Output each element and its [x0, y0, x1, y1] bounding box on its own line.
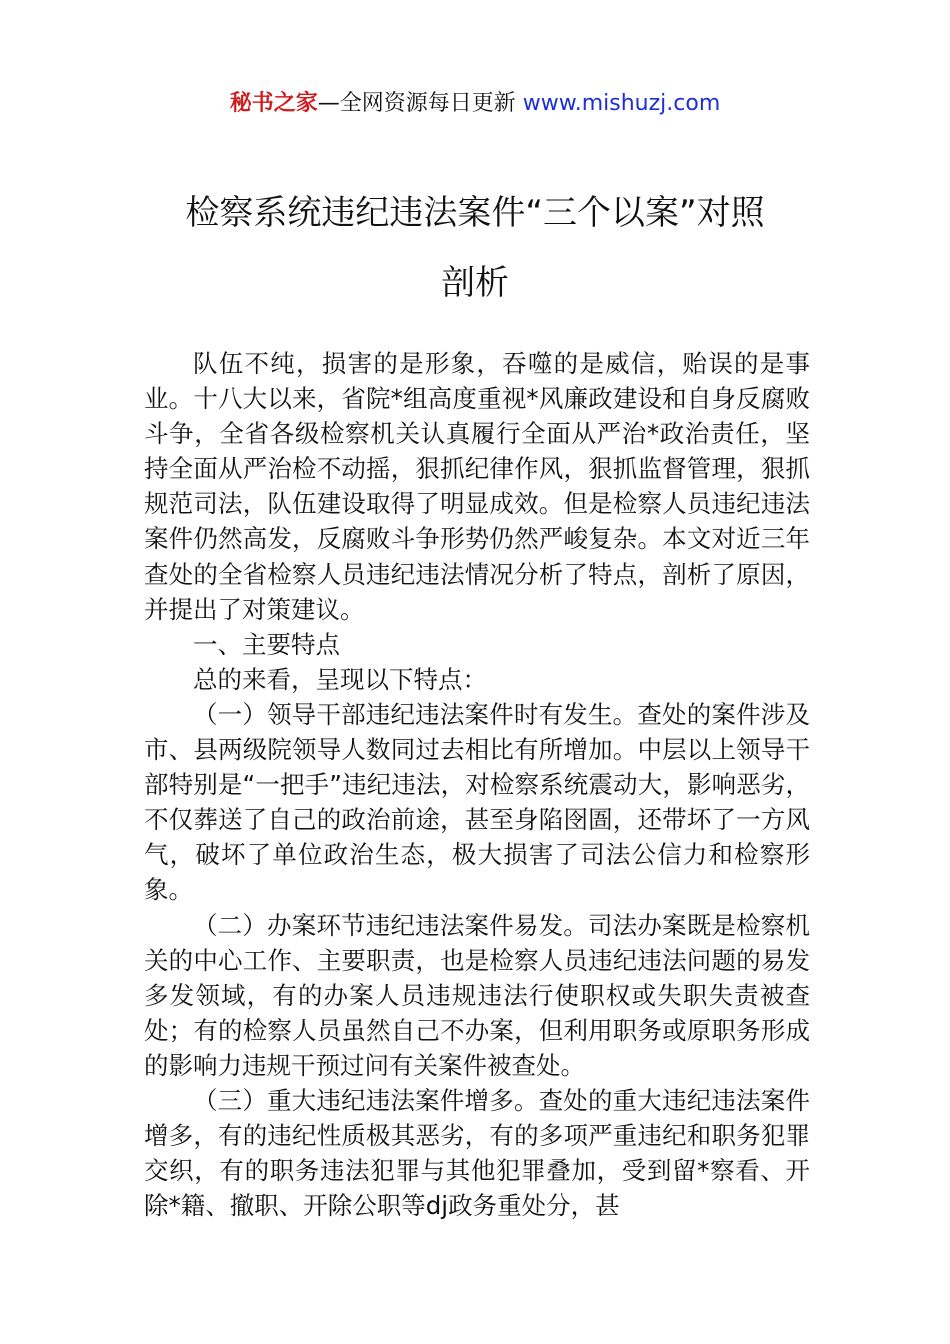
title-line-1: 检察系统违纪违法案件“三个以案”对照	[185, 193, 765, 233]
site-header	[0, 88, 950, 120]
site-tagline: —全网资源每日更新	[317, 91, 523, 116]
document-body	[144, 346, 810, 1223]
site-brand: 秘书之家	[229, 91, 318, 116]
paragraph-point-3: （三）重大违纪违法案件增多。查处的重大违纪违法案件增多，有的违纪性质极其恶劣，有的多项严重违纪和职务犯罪交织，有的职务违法犯罪与其他犯罪叠加，受到留*察看、开除*籍、撤职、开除公职等dj政务重处分，甚	[144, 1085, 810, 1221]
title-line-2: 剖析	[441, 263, 509, 303]
document-title	[100, 184, 850, 312]
site-url-link[interactable]: www.mishuzj.com	[522, 91, 721, 116]
paragraph-overview: 总的来看，呈现以下特点：	[193, 664, 487, 694]
paragraph-intro: 队伍不纯，损害的是形象，吞噬的是威信，贻误的是事业。十八大以来，省院*组高度重视*风廉政建设和自身反腐败斗争，全省各级检察机关认真履行全面从严治*政治责任，坚持全面从严治检不动摇，狠抓纪律作风，狠抓监督管理，狠抓规范司法，队伍建设取得了明显成效。但是检察人员违纪违法案件仍然高发，反腐败斗争形势仍然严峻复杂。本文对近三年查处的全省检察人员违纪违法情况分析了特点，剖析了原因，并提出了对策建议。	[144, 349, 810, 624]
section-heading-main-features: 一、主要特点	[193, 629, 340, 659]
paragraph-point-2: （二）办案环节违纪违法案件易发。司法办案既是检察机关的中心工作、主要职责，也是检察人员违纪违法问题的易发多发领域，有的办案人员违规违法行使职权或失职失责被查处；有的检察人员虽然自己不办案，但利用职务或原职务形成的影响力违规干预过问有关案件被查处。	[144, 910, 810, 1080]
paragraph-point-1: （一）领导干部违纪违法案件时有发生。查处的案件涉及市、县两级院领导人数同过去相比有所增加。中层以上领导干部特别是“一把手”违纪违法，对检察系统震动大，影响恶劣，不仅葬送了自己的政治前途，甚至身陷囹圄，还带坏了一方风气，破坏了单位政治生态，极大损害了司法公信力和检察形象。	[144, 699, 810, 905]
